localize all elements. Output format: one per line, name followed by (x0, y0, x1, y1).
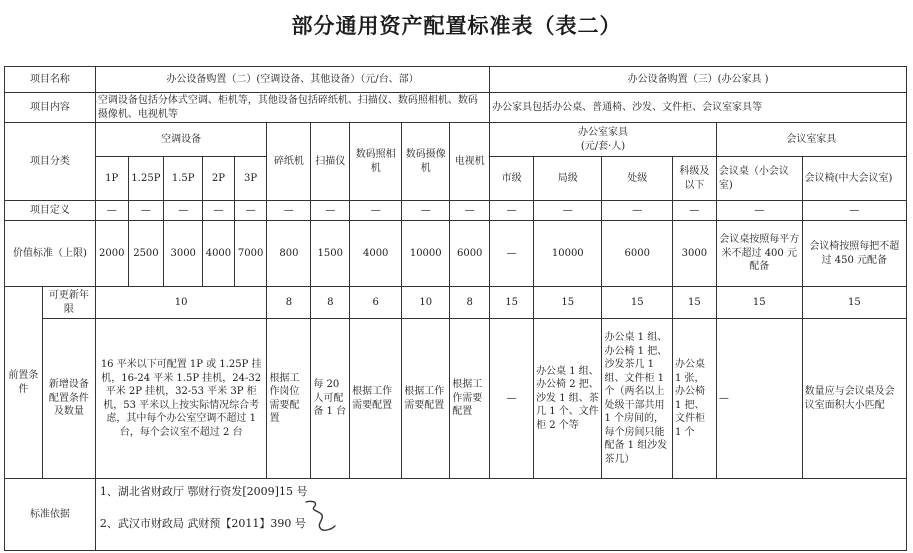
renewal-label: 可更新年限 (42, 287, 95, 319)
value-cell: 10000 (402, 221, 450, 287)
camcorder-config-text: 根据工作需要配置 (402, 319, 450, 479)
renewal-cell: 15 (490, 287, 534, 319)
value-cell: 3000 (672, 221, 716, 287)
scanner-header: 扫描仪 (311, 123, 350, 201)
level-section: 科级及以下 (672, 157, 716, 201)
value-cell: 1500 (311, 221, 350, 287)
scanner-config-text: 每 20 人可配备 1 台 (311, 319, 350, 479)
definition-cell: — (802, 201, 906, 221)
renewal-cell: 8 (267, 287, 311, 319)
basis-line-1: 1、湖北省财政厅 鄂财行资发[2009]15 号 (99, 485, 308, 498)
division-config-text: 办公桌 1 组、办公椅 1 把、沙发茶几 1 组、文件柜 1 个（两名以上处级干部共用 1 个房间的，每个房间只能配备 1 组沙发茶几） (602, 319, 672, 479)
definition-cell: — (350, 201, 402, 221)
level-city: 市级 (490, 157, 534, 201)
meeting-chair-header: 会议椅(中大会议室) (802, 157, 906, 201)
value-cell: 4000 (350, 221, 402, 287)
basis-line-2: 2、武汉市财政局 武财预【2011】390 号 (99, 516, 306, 530)
row-value-standard (5, 221, 907, 287)
office-furniture-header (490, 123, 717, 157)
definition-cell: — (672, 201, 716, 221)
meeting-furniture-header: 会议室家具 (716, 123, 906, 157)
basis-content (95, 479, 906, 551)
renewal-cell: 8 (311, 287, 350, 319)
renewal-aircon: 10 (95, 287, 267, 319)
tv-config-text: 根据工作需要配置 (450, 319, 490, 479)
item-name-label: 项目名称 (5, 67, 96, 93)
section-config-text: 办公桌 1 张，办公椅 1 把、文件柜 1 个 (672, 319, 716, 479)
level-bureau: 局级 (534, 157, 602, 201)
value-standard-label: 价值标准（上限) (5, 221, 96, 287)
meeting-table-header: 会议桌（小会议室) (716, 157, 802, 201)
value-cell: 800 (267, 221, 311, 287)
renewal-cell: 15 (802, 287, 906, 319)
definition-cell: — (311, 201, 350, 221)
category-label: 项目分类 (5, 123, 96, 201)
definition-cell: — (534, 201, 602, 221)
renewal-cell: 15 (602, 287, 672, 319)
row-item-content (5, 93, 907, 123)
camera-config-text: 根据工作需要配置 (350, 319, 402, 479)
renewal-cell: 15 (716, 287, 802, 319)
asset-standard-table (4, 66, 907, 551)
aircon-header: 空调设备 (95, 123, 267, 157)
value-cell: 2000 (95, 221, 128, 287)
aircon-size-15p: 1.5P (164, 157, 203, 201)
office-furniture-title: 办公室家具 (578, 127, 628, 138)
definition-cell: — (450, 201, 490, 221)
aircon-config-text: 16 平米以下可配置 1P 或 1.25P 挂机，16-24 平米 1.5P 挂机，24-32 平米 2P 挂机，32-53 平米 3P 柜机，53 平米以上按实际情况综合考虑，其中每个办公室空调不超过 1 台，每个会议室不超过 2 台 (95, 319, 267, 479)
renewal-cell: 15 (534, 287, 602, 319)
value-cell: 3000 (164, 221, 203, 287)
meeting-table-config-text: — (716, 319, 802, 479)
row-definition (5, 201, 907, 221)
shredder-header: 碎纸机 (267, 123, 311, 201)
definition-cell: — (402, 201, 450, 221)
aircon-size-125p: 1.25P (128, 157, 164, 201)
item-content-label: 项目内容 (5, 93, 96, 123)
shredder-config-text: 根据工作岗位需要配置 (267, 319, 311, 479)
value-cell: 10000 (534, 221, 602, 287)
renewal-cell: 8 (450, 287, 490, 319)
meeting-table-value: 会议桌按照每平方米不超过 400 元配备 (716, 221, 802, 287)
meeting-chair-value: 会议椅按照每把不超过 450 元配备 (802, 221, 906, 287)
basis-label: 标准依据 (5, 479, 96, 551)
definition-cell: — (267, 201, 311, 221)
city-config-text: — (490, 319, 534, 479)
group-b-title: 办公设备购置（三）(办公家具 ) (490, 67, 907, 93)
renewal-cell: 10 (402, 287, 450, 319)
row-renewal (5, 287, 907, 319)
value-cell: 7000 (234, 221, 267, 287)
definition-cell: — (716, 201, 802, 221)
row-config-conditions (5, 319, 907, 479)
tv-header: 电视机 (450, 123, 490, 201)
bureau-config-text: 办公桌 1 组、办公椅 2 把、沙发 1 组、茶几 1 个、文件柜 2 个等 (534, 319, 602, 479)
page-title: 部分通用资产配置标准表（表二） (291, 13, 622, 38)
aircon-size-3p: 3P (234, 157, 267, 201)
value-cell: 6000 (450, 221, 490, 287)
renewal-cell: 15 (672, 287, 716, 319)
value-cell: — (490, 221, 534, 287)
office-furniture-unit: (元/套·人) (580, 140, 626, 152)
value-cell: 4000 (203, 221, 235, 287)
row-basis (5, 479, 907, 551)
level-division: 处级 (602, 157, 672, 201)
renewal-cell: 6 (350, 287, 402, 319)
group-a-title: 办公设备购置（二）(空调设备、其他设备）（元/台、部） (95, 67, 489, 93)
value-cell: 2500 (128, 221, 164, 287)
definition-cell: — (95, 201, 128, 221)
aircon-size-1p: 1P (95, 157, 128, 201)
row-category-top (5, 123, 907, 157)
definition-cell: — (490, 201, 534, 221)
definition-label: 项目定义 (5, 201, 96, 221)
definition-cell: — (164, 201, 203, 221)
handwritten-mark (302, 499, 338, 533)
aircon-size-2p: 2P (203, 157, 235, 201)
meeting-chair-config-text: 数量应与会议桌及会议室面积大小匹配 (802, 319, 906, 479)
definition-cell: — (602, 201, 672, 221)
config-label: 新增设备配置条件及数量 (42, 319, 95, 479)
value-cell: 6000 (602, 221, 672, 287)
definition-cell: — (234, 201, 267, 221)
group-b-content: 办公家具包括办公桌、普通椅、沙发、文件柜、会议室家具等 (490, 93, 907, 123)
camera-header: 数码照相机 (350, 123, 402, 201)
group-a-content: 空调设备包括分体式空调、柜机等，其他设备包括碎纸机、扫描仪、数码照相机、数码摄像机、电视机等 (95, 93, 489, 123)
preconditions-label: 前置条件 (5, 287, 43, 479)
row-item-name (5, 67, 907, 93)
camcorder-header: 数码摄像机 (402, 123, 450, 201)
definition-cell: — (203, 201, 235, 221)
definition-cell: — (128, 201, 164, 221)
